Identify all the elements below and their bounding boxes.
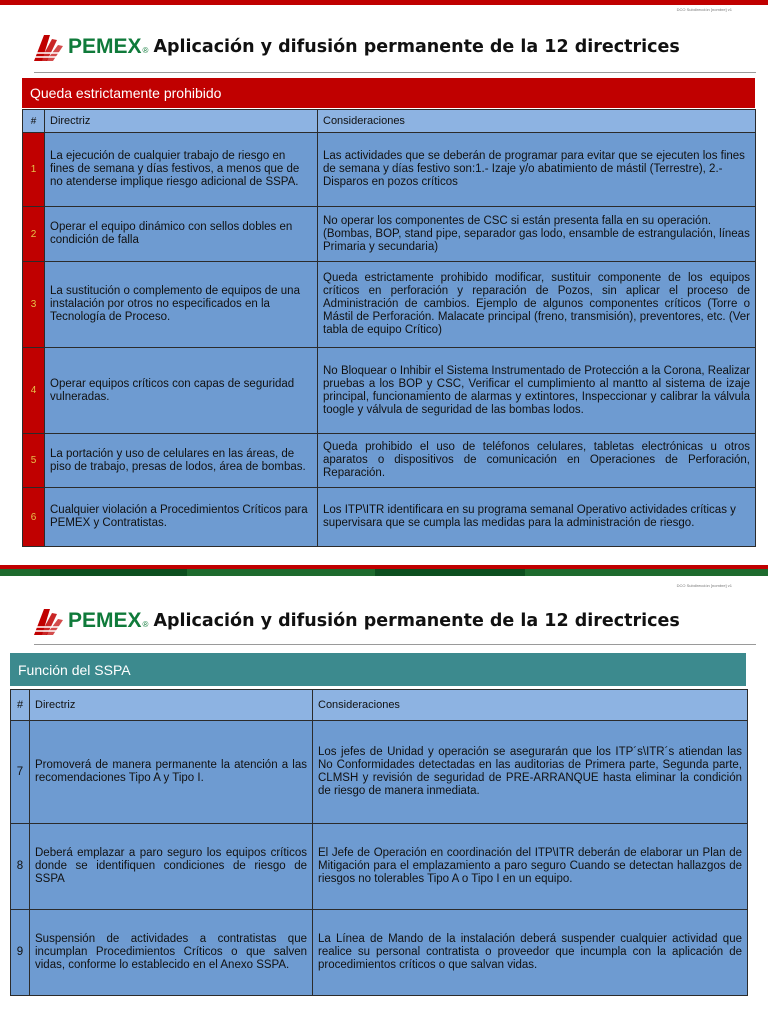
header-directriz: Directriz <box>30 690 313 721</box>
row-number: 8 <box>11 824 30 910</box>
row-consideraciones: Las actividades que se deberán de programar para evitar que se ejecuten los fines de semana y días festivo son:1.- Izaje y/o abatimiento de mástil (Terrestre), 2.- Disparos en pozos críticos <box>318 133 756 207</box>
slide-header <box>30 24 680 70</box>
row-number: 2 <box>23 207 45 262</box>
logo-registered-mark: ® <box>142 45 149 55</box>
logo-wordmark: PEMEX <box>68 609 142 632</box>
slide-header <box>30 598 680 644</box>
row-number: 7 <box>11 721 30 824</box>
table-header-row <box>11 690 748 721</box>
row-number: 6 <box>23 488 45 547</box>
directives-table <box>10 689 748 996</box>
row-directriz: Deberá emplazar a paro seguro los equipos críticos donde se identifiquen condiciones de riesgo de SSPA <box>30 824 313 910</box>
table-row <box>11 721 748 824</box>
logo-wordmark: PEMEX <box>68 35 142 58</box>
header-consideraciones: Consideraciones <box>313 690 748 721</box>
row-directriz: Suspensión de actividades a contratistas que incumplan Procedimientos Críticos o que salven vidas, conforme lo establecido en el Anexo SSPA. <box>30 910 313 996</box>
pemex-logo <box>30 31 148 63</box>
table-row <box>23 207 756 262</box>
row-directriz: La ejecución de cualquier trabajo de riesgo en fines de semana y días festivos, a menos que de no atenderse implique riesgo adicional de SSPA. <box>45 133 318 207</box>
slide-2 <box>0 576 768 1024</box>
row-consideraciones: No Bloquear o Inhibir el Sistema Instrumentado de Protección a la Corona, Realizar pruebas a los BOP y CSC, Verificar el cumplimiento al mantto al sistema de izaje principal, funcionamiento de alarmas y extintores, Inspeccionar y calibrar la válvula toogle y válvula de seguridad de las bombas lodos. <box>318 348 756 434</box>
table-row <box>11 910 748 996</box>
row-consideraciones: El Jefe de Operación en coordinación del ITP\ITR deberán de elaborar un Plan de Mitigación para el emplazamiento a paro seguro Cuando se detectan hallazgos de riesgos no tolerables Tipo A o Tipo I en un equipo. <box>313 824 748 910</box>
row-directriz: La portación y uso de celulares en las áreas, de piso de trabajo, presas de lodos, área de bombas. <box>45 434 318 488</box>
table-row <box>23 488 756 547</box>
row-number: 4 <box>23 348 45 434</box>
slide-divider-green-accent <box>375 569 525 576</box>
row-consideraciones: Los jefes de Unidad y operación se asegurarán que los ITP´s\ITR´s atiendan las No Conformidades detectadas en las auditorias de Primera parte, Segunda parte, CLMSH y revisión de seguridad de PRE-ARRANQUE hasta eliminar la condición de riesgo de manera inmediata. <box>313 721 748 824</box>
row-directriz: Operar equipos críticos con capas de seguridad vulneradas. <box>45 348 318 434</box>
row-consideraciones: La Línea de Mando de la instalación deberá suspender cualquier actividad que realice su personal contratista o proveedor que incumpla con la aplicación de procedimientos críticos o que salvan vidas. <box>313 910 748 996</box>
slide-divider-green-accent <box>40 569 187 576</box>
pemex-logo <box>30 605 148 637</box>
row-number: 3 <box>23 262 45 348</box>
table-row <box>23 434 756 488</box>
title-underline <box>34 644 756 645</box>
row-number: 5 <box>23 434 45 488</box>
top-red-bar <box>0 0 768 5</box>
section-band: Queda estrictamente prohibido <box>22 78 755 108</box>
header-consideraciones: Consideraciones <box>318 110 756 133</box>
table-row <box>11 824 748 910</box>
row-consideraciones: Queda estrictamente prohibido modificar, sustituir componente de los equipos críticos en perforación y reparación de Pozos, sin aplicar el proceso de Administración de cambios. Ejemplo de algunos componentes críticos (Torre o Mástil de Perforación. Malacate principal (freno, transmisión), preventores, etc. (Ver tabla de equipo Crítico) <box>318 262 756 348</box>
footer-reference-text: DCO Subdirección [nombre] v1 <box>676 583 732 588</box>
row-directriz: Cualquier violación a Procedimientos Críticos para PEMEX y Contratistas. <box>45 488 318 547</box>
row-consideraciones: No operar los componentes de CSC si están presenta falla en su operación. (Bombas, BOP, stand pipe, separador gas lodo, ensamble de estrangulación, líneas Primaria y secundaria) <box>318 207 756 262</box>
row-number: 1 <box>23 133 45 207</box>
header-number: # <box>23 110 45 133</box>
table-row <box>23 262 756 348</box>
section-band: Función del SSPA <box>10 653 746 686</box>
table-row <box>23 133 756 207</box>
row-directriz: Promoverá de manera permanente la atención a las recomendaciones Tipo A y Tipo I. <box>30 721 313 824</box>
row-consideraciones: Queda prohibido el uso de teléfonos celulares, tabletas electrónicas u otros aparatos o dispositivos de comunicación en Operaciones de Perforación, Reparación. <box>318 434 756 488</box>
row-number: 9 <box>11 910 30 996</box>
row-directriz: Operar el equipo dinámico con sellos dobles en condición de falla <box>45 207 318 262</box>
directives-table <box>22 109 756 547</box>
slide-title: Aplicación y difusión permanente de la 12 directrices <box>153 37 680 57</box>
logo-registered-mark: ® <box>142 619 149 629</box>
row-directriz: La sustitución o complemento de equipos de una instalación por otros no especificados en la Tecnología de Proceso. <box>45 262 318 348</box>
table-row <box>23 348 756 434</box>
pemex-eagle-icon <box>30 605 66 637</box>
row-consideraciones: Los ITP\ITR identificara en su programa semanal Operativo actividades críticas y supervisara que se cumpla las medidas para la administración de riesgo. <box>318 488 756 547</box>
header-directriz: Directriz <box>45 110 318 133</box>
pemex-eagle-icon <box>30 31 66 63</box>
slide-title: Aplicación y difusión permanente de la 12 directrices <box>153 611 680 631</box>
header-number: # <box>11 690 30 721</box>
title-underline <box>34 72 756 73</box>
table-header-row <box>23 110 756 133</box>
footer-reference-text: DCO Subdirección [nombre] v1 <box>676 7 732 12</box>
